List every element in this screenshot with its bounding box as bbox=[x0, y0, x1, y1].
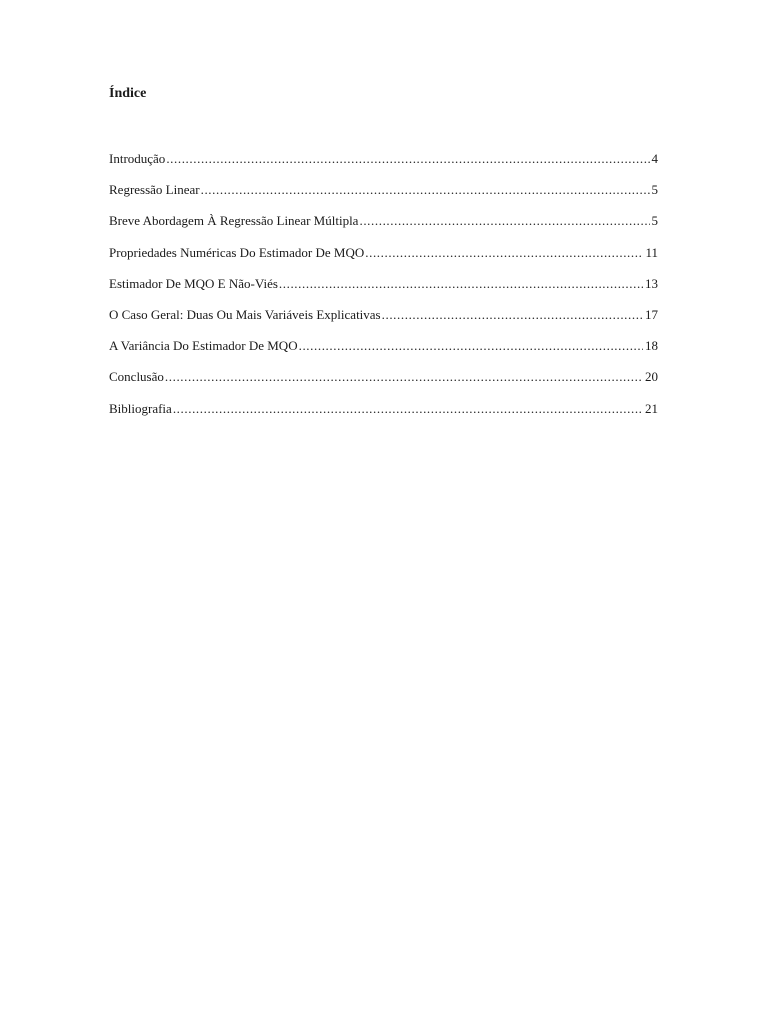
dot-leader bbox=[359, 212, 649, 230]
dot-leader bbox=[165, 368, 643, 386]
toc-entry-caso-geral[interactable] bbox=[109, 306, 658, 337]
toc-entry-page: 13 bbox=[645, 275, 658, 291]
toc-entry-conclusao[interactable] bbox=[109, 368, 658, 399]
toc-entry-breve-abordagem[interactable] bbox=[109, 212, 658, 243]
toc-entry-propriedades-numericas[interactable] bbox=[109, 244, 658, 275]
toc-entry-page: 17 bbox=[645, 306, 658, 322]
dot-leader bbox=[279, 275, 643, 293]
dot-leader bbox=[201, 181, 650, 199]
toc-entry-regressao-linear[interactable] bbox=[109, 181, 658, 212]
toc-entry-page: 5 bbox=[651, 182, 658, 198]
toc-entry-page: 20 bbox=[645, 369, 658, 385]
toc-entry-label: Bibliografia bbox=[109, 400, 172, 416]
toc-entry-introducao[interactable] bbox=[109, 150, 658, 181]
dot-leader bbox=[382, 306, 643, 324]
toc-heading: Índice bbox=[109, 86, 147, 101]
toc-entry-label: Breve Abordagem À Regressão Linear Múltipla bbox=[109, 213, 359, 229]
table-of-contents bbox=[109, 150, 658, 431]
toc-entry-page: 5 bbox=[651, 213, 658, 229]
toc-entry-label: Regressão Linear bbox=[109, 182, 200, 198]
toc-entry-label: Estimador De MQO E Não-Viés bbox=[109, 275, 278, 291]
dot-leader bbox=[299, 337, 643, 355]
toc-entry-estimador-nao-vies[interactable] bbox=[109, 275, 658, 306]
dot-leader bbox=[173, 400, 643, 418]
toc-entry-variancia[interactable] bbox=[109, 337, 658, 368]
toc-entry-page: 18 bbox=[645, 338, 658, 354]
toc-entry-page: 21 bbox=[645, 400, 658, 416]
toc-entry-label: Introdução bbox=[109, 151, 166, 166]
dot-leader bbox=[166, 150, 649, 168]
dot-leader bbox=[365, 244, 643, 262]
toc-entry-label: A Variância Do Estimador De MQO bbox=[109, 338, 298, 354]
toc-entry-label: Propriedades Numéricas Do Estimador De MQO bbox=[109, 244, 365, 260]
toc-entry-page: 11 bbox=[645, 244, 658, 260]
toc-entry-label: O Caso Geral: Duas Ou Mais Variáveis Explicativas bbox=[109, 306, 381, 322]
toc-entry-page: 4 bbox=[651, 151, 658, 166]
toc-entry-bibliografia[interactable] bbox=[109, 400, 658, 431]
toc-entry-label: Conclusão bbox=[109, 369, 164, 385]
